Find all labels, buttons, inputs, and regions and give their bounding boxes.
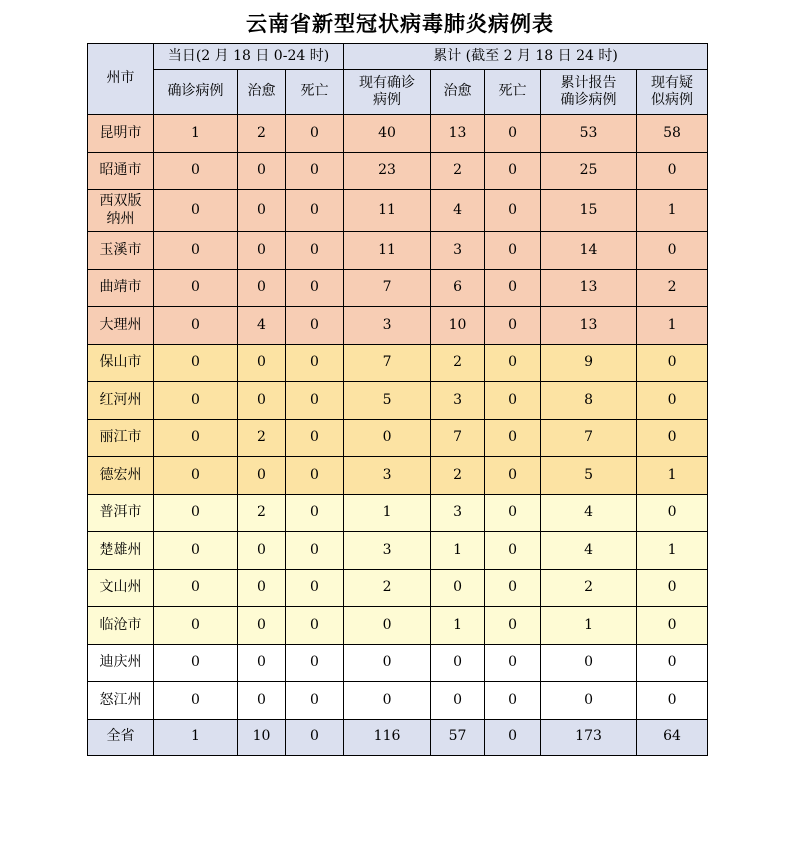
- value-cell: 0: [238, 644, 286, 682]
- value-cell: 0: [344, 607, 431, 645]
- region-name-cell: 昭通市: [88, 152, 154, 190]
- value-cell: 0: [637, 419, 708, 457]
- total-value-cell: 64: [637, 719, 708, 755]
- value-cell: 2: [238, 419, 286, 457]
- value-cell: 0: [485, 190, 541, 232]
- value-cell: 1: [344, 494, 431, 532]
- region-header: 州市: [88, 44, 154, 115]
- value-cell: 0: [485, 232, 541, 270]
- value-cell: 6: [431, 269, 485, 307]
- total-reported-header: 累计报告 确诊病例: [541, 70, 637, 115]
- table-row: [88, 532, 708, 570]
- value-cell: 0: [286, 232, 344, 270]
- value-cell: 1: [637, 457, 708, 495]
- total-label-cell: 全省: [88, 719, 154, 755]
- value-cell: 0: [485, 269, 541, 307]
- value-cell: 10: [431, 307, 485, 345]
- region-name-cell: 玉溪市: [88, 232, 154, 270]
- table-row: [88, 344, 708, 382]
- total-value-cell: 0: [286, 719, 344, 755]
- value-cell: 0: [637, 607, 708, 645]
- total-value-cell: 10: [238, 719, 286, 755]
- cumulative-cured-header: 治愈: [431, 70, 485, 115]
- value-cell: 0: [154, 569, 238, 607]
- value-cell: 0: [238, 269, 286, 307]
- daily-cured-header: 治愈: [238, 70, 286, 115]
- value-cell: 2: [431, 344, 485, 382]
- value-cell: 4: [541, 494, 637, 532]
- value-cell: 23: [344, 152, 431, 190]
- region-name-cell: 曲靖市: [88, 269, 154, 307]
- value-cell: 0: [541, 682, 637, 720]
- value-cell: 1: [154, 115, 238, 153]
- value-cell: 0: [637, 494, 708, 532]
- value-cell: 0: [344, 644, 431, 682]
- value-cell: 0: [431, 569, 485, 607]
- table-row: [88, 644, 708, 682]
- value-cell: 0: [485, 569, 541, 607]
- daily-group-header: 当日(2 月 18 日 0-24 时): [154, 44, 344, 70]
- current-confirmed-header: 现有确诊 病例: [344, 70, 431, 115]
- value-cell: 0: [286, 115, 344, 153]
- table-row: [88, 382, 708, 420]
- value-cell: 0: [238, 682, 286, 720]
- value-cell: 0: [154, 307, 238, 345]
- value-cell: 0: [154, 457, 238, 495]
- value-cell: 0: [238, 152, 286, 190]
- value-cell: 0: [637, 569, 708, 607]
- value-cell: 3: [344, 532, 431, 570]
- value-cell: 13: [431, 115, 485, 153]
- table-row: [88, 569, 708, 607]
- table-row: [88, 152, 708, 190]
- region-name-cell: 临沧市: [88, 607, 154, 645]
- page-title: 云南省新型冠状病毒肺炎病例表: [246, 11, 554, 36]
- case-table: [87, 43, 708, 756]
- value-cell: 9: [541, 344, 637, 382]
- value-cell: 0: [637, 382, 708, 420]
- value-cell: 2: [344, 569, 431, 607]
- value-cell: 0: [154, 607, 238, 645]
- value-cell: 0: [485, 115, 541, 153]
- value-cell: 0: [238, 607, 286, 645]
- value-cell: 3: [431, 382, 485, 420]
- total-value-cell: 1: [154, 719, 238, 755]
- value-cell: 0: [485, 382, 541, 420]
- value-cell: 7: [344, 269, 431, 307]
- value-cell: 3: [431, 232, 485, 270]
- value-cell: 0: [154, 382, 238, 420]
- value-cell: 0: [238, 457, 286, 495]
- value-cell: 3: [344, 307, 431, 345]
- region-name-cell: 大理州: [88, 307, 154, 345]
- value-cell: 0: [431, 644, 485, 682]
- cumulative-group-header: 累计 (截至 2 月 18 日 24 时): [344, 44, 708, 70]
- value-cell: 7: [344, 344, 431, 382]
- value-cell: 0: [154, 644, 238, 682]
- region-name-cell: 怒江州: [88, 682, 154, 720]
- value-cell: 53: [541, 115, 637, 153]
- value-cell: 0: [286, 494, 344, 532]
- region-name-cell: 红河州: [88, 382, 154, 420]
- value-cell: 0: [154, 269, 238, 307]
- region-name-cell: 迪庆州: [88, 644, 154, 682]
- value-cell: 0: [154, 419, 238, 457]
- value-cell: 0: [238, 344, 286, 382]
- value-cell: 0: [238, 232, 286, 270]
- region-name-cell: 楚雄州: [88, 532, 154, 570]
- value-cell: 3: [431, 494, 485, 532]
- value-cell: 0: [637, 644, 708, 682]
- value-cell: 1: [637, 532, 708, 570]
- value-cell: 0: [286, 682, 344, 720]
- value-cell: 0: [238, 569, 286, 607]
- value-cell: 0: [485, 344, 541, 382]
- value-cell: 0: [238, 382, 286, 420]
- value-cell: 13: [541, 269, 637, 307]
- value-cell: 0: [485, 494, 541, 532]
- value-cell: 0: [286, 152, 344, 190]
- value-cell: 58: [637, 115, 708, 153]
- value-cell: 2: [541, 569, 637, 607]
- value-cell: 1: [541, 607, 637, 645]
- value-cell: 5: [344, 382, 431, 420]
- value-cell: 0: [637, 344, 708, 382]
- value-cell: 4: [431, 190, 485, 232]
- table-row: [88, 115, 708, 153]
- value-cell: 0: [541, 644, 637, 682]
- value-cell: 0: [286, 190, 344, 232]
- value-cell: 0: [637, 682, 708, 720]
- daily-confirmed-header: 确诊病例: [154, 70, 238, 115]
- value-cell: 1: [637, 307, 708, 345]
- value-cell: 2: [431, 457, 485, 495]
- value-cell: 25: [541, 152, 637, 190]
- region-name-cell: 昆明市: [88, 115, 154, 153]
- value-cell: 0: [154, 682, 238, 720]
- total-row: [88, 719, 708, 755]
- value-cell: 2: [431, 152, 485, 190]
- region-name-cell: 德宏州: [88, 457, 154, 495]
- value-cell: 1: [431, 607, 485, 645]
- table-row: [88, 307, 708, 345]
- region-name-cell: 西双版 纳州: [88, 190, 154, 232]
- value-cell: 0: [485, 419, 541, 457]
- value-cell: 13: [541, 307, 637, 345]
- total-value-cell: 173: [541, 719, 637, 755]
- table-row: [88, 419, 708, 457]
- value-cell: 11: [344, 190, 431, 232]
- value-cell: 0: [286, 344, 344, 382]
- value-cell: 0: [286, 269, 344, 307]
- value-cell: 0: [154, 152, 238, 190]
- value-cell: 11: [344, 232, 431, 270]
- value-cell: 0: [286, 382, 344, 420]
- value-cell: 0: [485, 457, 541, 495]
- total-value-cell: 57: [431, 719, 485, 755]
- value-cell: 0: [154, 190, 238, 232]
- value-cell: 2: [238, 115, 286, 153]
- region-name-cell: 丽江市: [88, 419, 154, 457]
- value-cell: 0: [344, 419, 431, 457]
- value-cell: 14: [541, 232, 637, 270]
- value-cell: 4: [541, 532, 637, 570]
- value-cell: 0: [238, 532, 286, 570]
- daily-deaths-header: 死亡: [286, 70, 344, 115]
- table-row: [88, 232, 708, 270]
- total-value-cell: 116: [344, 719, 431, 755]
- value-cell: 0: [286, 307, 344, 345]
- region-name-cell: 保山市: [88, 344, 154, 382]
- value-cell: 0: [154, 344, 238, 382]
- value-cell: 0: [344, 682, 431, 720]
- value-cell: 7: [431, 419, 485, 457]
- value-cell: 0: [238, 190, 286, 232]
- table-body: [88, 115, 708, 756]
- value-cell: 0: [286, 644, 344, 682]
- value-cell: 2: [637, 269, 708, 307]
- table-row: [88, 190, 708, 232]
- value-cell: 7: [541, 419, 637, 457]
- value-cell: 0: [154, 532, 238, 570]
- table-row: [88, 682, 708, 720]
- value-cell: 0: [154, 494, 238, 532]
- value-cell: 0: [485, 682, 541, 720]
- value-cell: 0: [286, 569, 344, 607]
- region-name-cell: 文山州: [88, 569, 154, 607]
- value-cell: 1: [637, 190, 708, 232]
- table-row: [88, 269, 708, 307]
- value-cell: 0: [286, 607, 344, 645]
- value-cell: 0: [286, 457, 344, 495]
- value-cell: 0: [485, 307, 541, 345]
- value-cell: 0: [637, 152, 708, 190]
- value-cell: 1: [431, 532, 485, 570]
- table-row: [88, 494, 708, 532]
- value-cell: 0: [286, 532, 344, 570]
- value-cell: 3: [344, 457, 431, 495]
- region-name-cell: 普洱市: [88, 494, 154, 532]
- value-cell: 0: [485, 644, 541, 682]
- value-cell: 0: [485, 532, 541, 570]
- value-cell: 0: [485, 152, 541, 190]
- value-cell: 0: [431, 682, 485, 720]
- value-cell: 0: [154, 232, 238, 270]
- value-cell: 8: [541, 382, 637, 420]
- cumulative-deaths-header: 死亡: [485, 70, 541, 115]
- value-cell: 0: [286, 419, 344, 457]
- value-cell: 5: [541, 457, 637, 495]
- value-cell: 4: [238, 307, 286, 345]
- table-row: [88, 457, 708, 495]
- total-value-cell: 0: [485, 719, 541, 755]
- value-cell: 0: [637, 232, 708, 270]
- table-row: [88, 607, 708, 645]
- value-cell: 0: [485, 607, 541, 645]
- value-cell: 15: [541, 190, 637, 232]
- current-suspected-header: 现有疑 似病例: [637, 70, 708, 115]
- value-cell: 40: [344, 115, 431, 153]
- value-cell: 2: [238, 494, 286, 532]
